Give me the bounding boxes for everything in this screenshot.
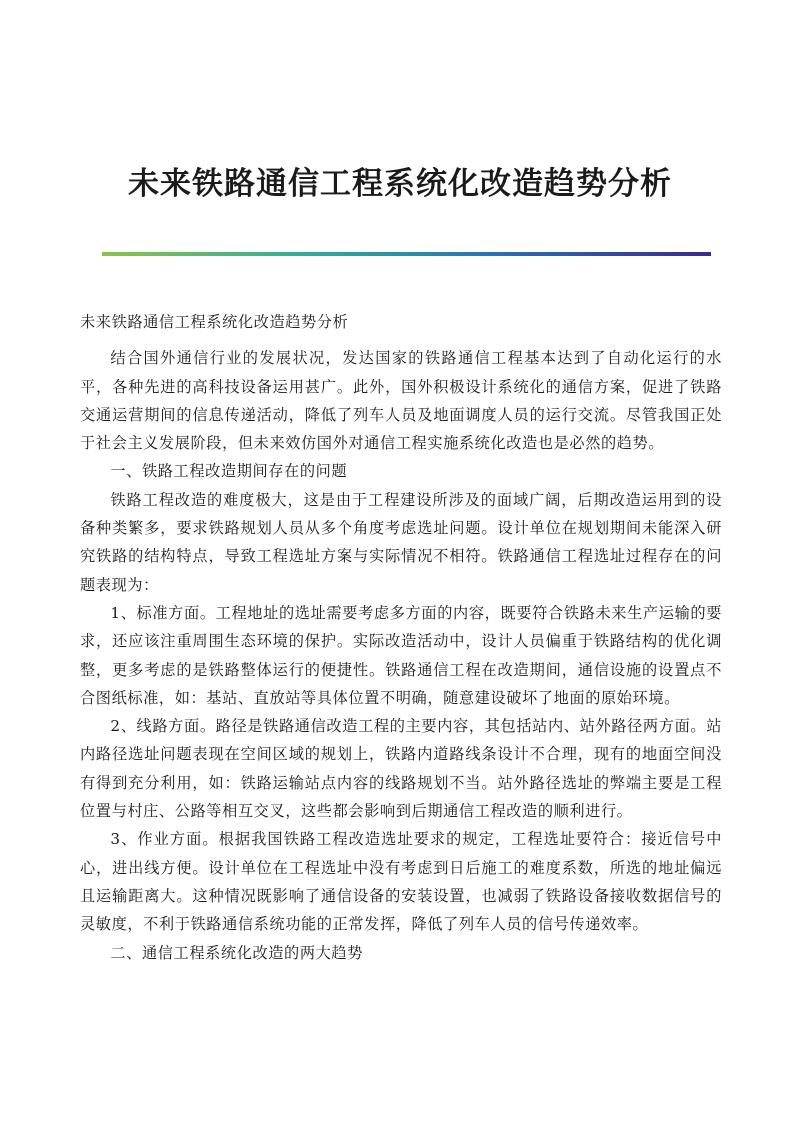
section-heading-2: 二、通信工程系统化改造的两大趋势 [110, 943, 363, 962]
document-body [80, 308, 722, 967]
paragraph: 2、线路方面。路径是铁路通信改造工程的主要内容，其包括站内、站外路径两方面。站内路径选址问题表现在空间区域的规划上，铁路内道路线条设计不合理，现有的地面空间没有得到充分利用，如：铁路运输站点内容的线路规划不当。站外路径选址的弊端主要是工程位置与村庄、公路等相互交叉，这些都会影响到后期通信工程改造的顺利进行。 [80, 717, 722, 821]
paragraph: 3、作业方面。根据我国铁路工程改造选址要求的规定，工程选址要符合：接近信号中心，进出线方便。设计单位在工程选址中没有考虑到日后施工的难度系数，所选的地址偏远且运输距离大。这种情况既影响了通信设备的安装设置，也减弱了铁路设备接收数据信号的灵敏度，不利于铁路通信系统功能的正常发挥，降低了列车人员的信号传递效率。 [80, 830, 722, 934]
subtitle: 未来铁路通信工程系统化改造趋势分析 [80, 313, 349, 331]
paragraph: 1、标准方面。工程地址的选址需要考虑多方面的内容，既要符合铁路未来生产运输的要求，还应该注重周围生态环境的保护。实际改造活动中，设计人员偏重于铁路结构的优化调整，更多考虑的是铁路整体运行的便捷性。铁路通信工程在改造期间，通信设施的设置点不合图纸标准，如：基站、直放站等具体位置不明确，随意建设破坏了地面的原始环境。 [80, 603, 722, 707]
title-divider [102, 252, 711, 256]
section-heading-1: 一、铁路工程改造期间存在的问题 [110, 462, 348, 481]
paragraph: 铁路工程改造的难度极大，这是由于工程建设所涉及的面域广阔，后期改造运用到的设备种类繁多，要求铁路规划人员从多个角度考虑选址问题。设计单位在规划期间未能深入研究铁路的结构特点，导致工程选址方案与实际情况不相符。铁路通信工程选址过程存在的问题表现为： [80, 490, 722, 594]
paragraph-intro: 结合国外通信行业的发展状况，发达国家的铁路通信工程基本达到了自动化运行的水平，各种先进的高科技设备运用甚广。此外，国外积极设计系统化的通信方案，促进了铁路交通运营期间的信息传递活动，降低了列车人员及地面调度人员的运行交流。尽管我国正处于社会主义发展阶段，但未来效仿国外对通信工程实施系统化改造也是必然的趋势。 [80, 349, 722, 453]
document-title: 未来铁路通信工程系统化改造趋势分析 [128, 166, 672, 202]
